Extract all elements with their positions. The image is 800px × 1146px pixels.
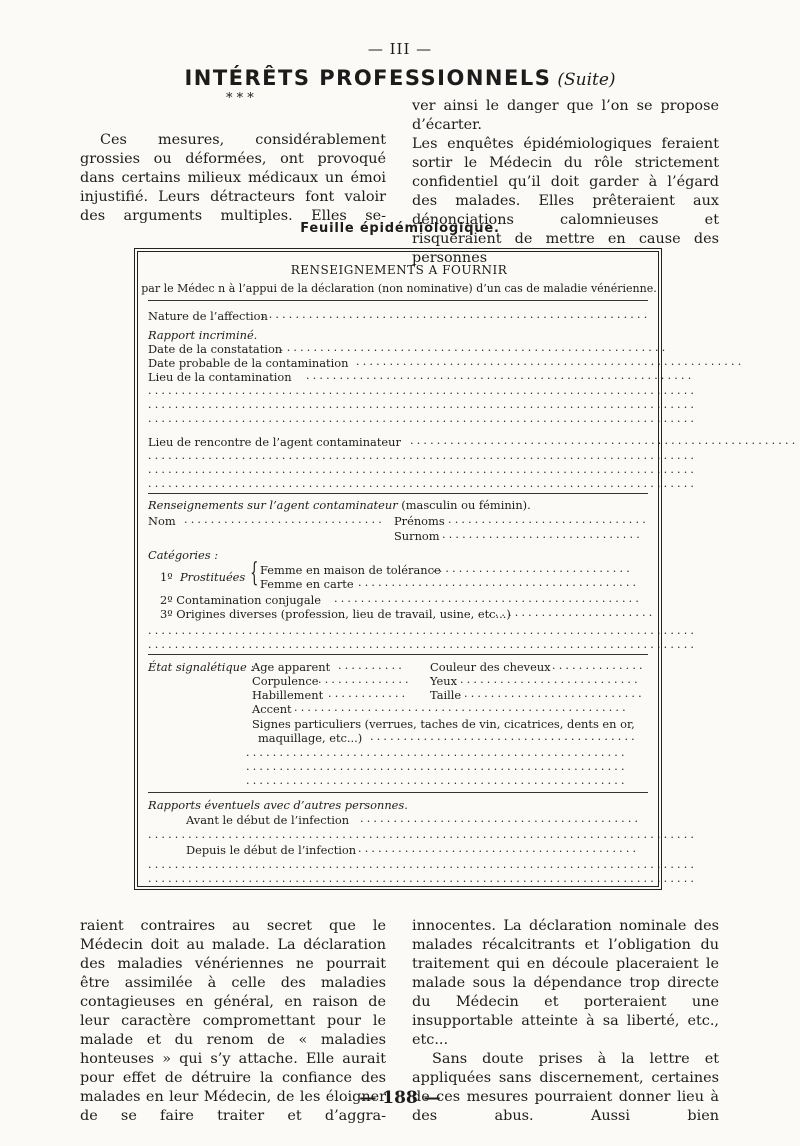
dotted-line: .................................................................................. [148,412,698,425]
top-left-column [80,131,386,226]
dotted-line: .................................................................................. [148,828,698,841]
field-date-contamination: Date probable de la contamination [148,356,349,370]
dotted-line: .............................. [448,513,649,526]
cat2: 2º Contamination conjugale [160,593,322,607]
field-taille: Taille [430,688,462,702]
field-prenoms: Prénoms [394,514,445,528]
dotted-line: ......................................................... [246,774,628,787]
dotted-line: .................................................................................. [148,872,698,885]
dotted-line: .................................................................................. [148,638,698,651]
bottom-right-paragraph-2: Sans doute prises à la lettre et appliquées sans discernement, certaines de ces mesures pourraient donner lieu à des abus. Aussi bien [412,1051,719,1124]
dotted-line: .................................................................................. [148,384,698,397]
form-divider-2 [148,493,648,494]
cat1a: Femme en maison de tolérance [260,563,441,577]
renseignements-agent-label: Renseignements sur l’agent contaminateur [148,498,398,512]
page-number: — 188 — [359,1088,441,1108]
field-surnom: Surnom [394,529,440,543]
dotted-line: ........................... [464,687,645,700]
top-right-continuation: ver ainsi le danger que l’on se propose d’écarter. [412,98,719,133]
dotted-line: .................................................................................. [148,398,698,411]
dotted-line: .......................................... [358,576,640,589]
dotted-line: .................................................. [294,701,629,714]
dotted-line: ......................................................... [246,746,628,759]
field-signes-2: maquillage, etc...) [258,731,363,745]
dotted-line: .......................................... [360,812,642,825]
field-renseignements-agent [148,498,531,512]
top-right-column [412,97,719,268]
dotted-line: .................................................................................. [148,463,698,476]
dotted-line: .......... [338,659,405,672]
dotted-line: .............................. [442,528,643,541]
form-heading: RENSEIGNEMENTS A FOURNIR [290,263,508,277]
dotted-line: ......................................................... [246,760,628,773]
figure-caption: Feuille épidémiologique. [300,221,500,236]
field-depuis: Depuis le début de l’infection [186,843,357,857]
field-lieu-rencontre: Lieu de rencontre de l’agent contaminateur [148,435,401,449]
dotted-line: ........................................ [370,730,638,743]
dotted-line: .......................................... [358,842,640,855]
bottom-left-paragraph: raient contraires au secret que le Médecin doit au malade. La déclaration des maladies vénériennes ne pourrait être assimilée à celle des maladies contagieuses en général, en raison de leur caractère compromettant pour le malade et du renom de « maladies honteuses » qui s’y attache. Elle aurait pour effet de détruire la confiance des malades en leur Médecin, de les éloigner de se faire traiter et d’aggra- [80,918,386,1124]
bottom-right-paragraph-1: innocentes. La déclaration nominale des malades récalcitrants et l’obligation du traitement qui en découle placeraient le malade sous la dépendance trop directe du Médecin et porteraient une insupportable atteinte à sa liberté, etc., etc... [412,918,719,1048]
title-suite: (Suite) [557,70,616,90]
dotted-line: ........................... [460,673,641,686]
field-signes-1: Signes particuliers (verrues, taches de vin, cicatrices, dents en or, [252,717,635,731]
field-avant: Avant le début de l’infection [186,813,350,827]
renseignements-agent-suffix: (masculin ou féminin). [401,498,531,512]
form-divider-3 [148,654,648,655]
field-yeux: Yeux [430,674,458,688]
dotted-line: .................................................................................. [148,858,698,871]
dotted-line: .............................. [432,562,633,575]
section-separator: * * * [226,91,254,106]
top-left-paragraph: Ces mesures, considérablement grossies ou déformées, ont provoqué dans certains milieux médicaux un émoi injustifié. Leurs détracteurs font valoir des arguments multiples. Elles se- [80,132,386,224]
title-main: INTÉRÊTS PROFESSIONNELS [184,66,552,90]
dotted-line: ......................... [488,606,656,619]
field-etat: État signalétique : [148,660,255,674]
dotted-line: .......................................................... [280,341,669,354]
field-nom: Nom [148,514,176,528]
top-right-paragraph: Les enquêtes épidémiologiques feraient sortir le Médecin du rôle strictement confidentiel qu’il doit garder à l’égard des malades. Elles prêteraient aux dénonciations calomnieuses et risqueraient de mettre en cause des personnes [412,136,719,266]
field-couleur: Couleur des cheveux [430,660,551,674]
field-rapport-heading: Rapport incriminé. [148,328,258,342]
dotted-line: .......................................................... [306,369,695,382]
article-title [0,66,800,90]
field-rapports: Rapports éventuels avec d’autres personnes. [148,798,408,812]
dotted-line: .............................................. [334,592,643,605]
form-divider-4 [148,792,648,793]
dotted-line: ............ [328,687,409,700]
field-age: Age apparent [252,660,331,674]
field-lieu-contamination: Lieu de la contamination [148,370,292,384]
form-divider-1 [148,300,648,301]
field-date-constatation: Date de la constatation [148,342,283,356]
dotted-line: .............................. [184,513,385,526]
dotted-line: .............. [318,673,412,686]
dotted-line: .......................................................... [356,355,745,368]
dotted-line: .......................................................... [262,308,651,321]
field-nature: Nature de l’affection [148,309,268,323]
epidemiological-form [134,248,799,890]
form-inner-frame [137,251,799,887]
field-habillement: Habillement [252,688,324,702]
dotted-line: .................................................................................. [148,449,698,462]
form-subheading: par le Médec n à l’appui de la déclaration (non nominative) d’un cas de maladie vénérienne. [141,282,657,295]
brace-symbol: { [250,558,259,588]
cat1-label: Prostituées [180,570,246,584]
dotted-line: .............. [552,659,646,672]
dotted-line: .................................................................................. [148,477,698,490]
cat1-num: 1º [160,570,173,584]
field-corpulence: Corpulence [252,674,319,688]
field-accent: Accent [252,702,292,716]
cat3: 3º Origines diverses (profession, lieu de travail, usine, etc...) [160,607,511,621]
dotted-line: .................................................................................. [148,624,698,637]
running-header: — III — [367,40,433,58]
cat1b: Femme en carte [260,577,354,591]
dotted-line: .......................................................... [410,434,799,447]
field-categories: Catégories : [148,548,219,562]
